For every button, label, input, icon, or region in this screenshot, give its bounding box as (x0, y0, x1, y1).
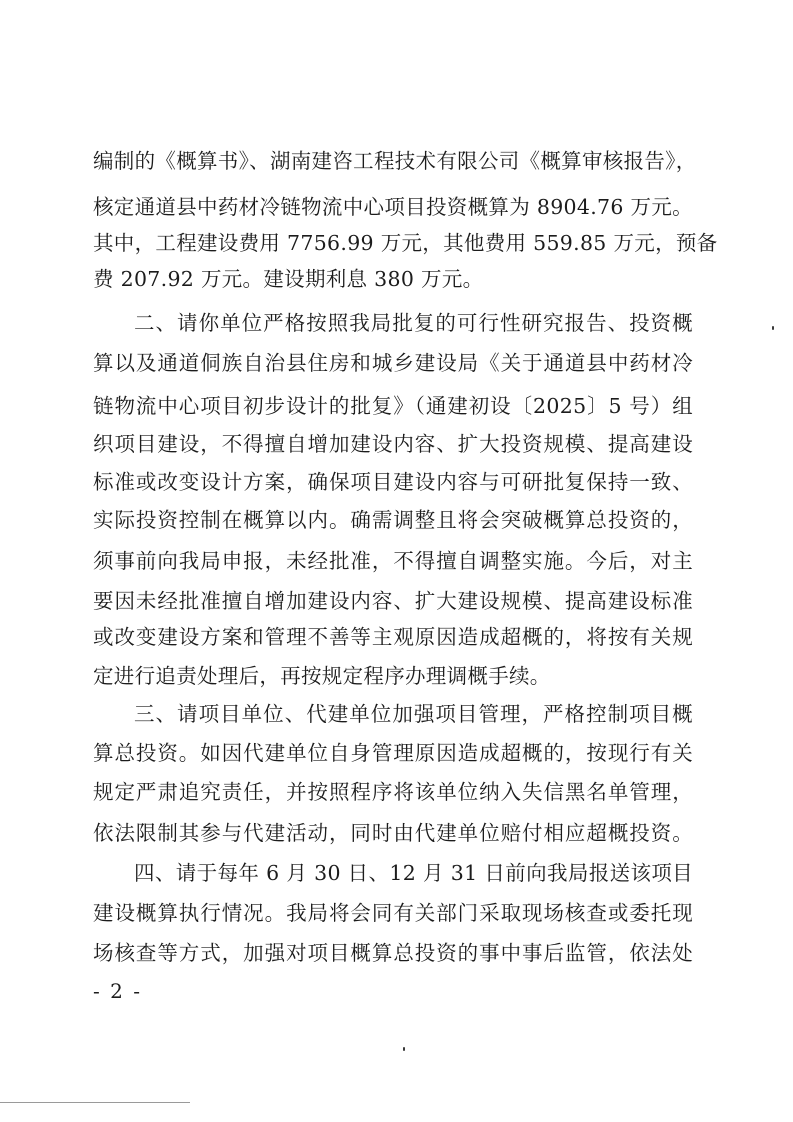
scan-speck (403, 1047, 405, 1051)
text-line: 费 207.92 万元。建设期利息 380 万元。 (93, 267, 484, 291)
text-line: 实际投资控制在概算以内。确需调整且将会突破概算总投资的， (93, 508, 693, 532)
paragraph-three-first-line: 三、请项目单位、代建单位加强项目管理，严格控制项目概 (134, 702, 693, 726)
text-line: 场核查等方式，加强对项目概算总投资的事中事后监管，依法处 (93, 941, 693, 965)
text-line: 要因未经批准擅自增加建设内容、扩大建设规模、提高建设标准 (93, 589, 693, 613)
text-line: 建设概算执行情况。我局将会同有关部门采取现场核查或委托现 (93, 901, 693, 925)
text-line: 织项目建设，不得擅自增加建设内容、扩大投资规模、提高建设 (93, 432, 693, 456)
text-line: 依法限制其参与代建活动，同时由代建单位赔付相应超概投资。 (93, 821, 693, 845)
scan-speck (772, 326, 774, 330)
text-line: 须事前向我局申报，未经批准，不得擅自调整实施。今后，对主 (93, 549, 693, 573)
page-number: - 2 - (93, 979, 142, 1003)
text-line: 核定通道县中药材冷链物流中心项目投资概算为 8904.76 万元。 (93, 195, 693, 219)
paragraph-four-first-line: 四、请于每年 6 月 30 日、12 月 31 日前向我局报送该项目 (134, 861, 693, 885)
text-line: 或改变建设方案和管理不善等主观原因造成超概的，将按有关规 (93, 625, 693, 649)
text-line: 规定严肃追究责任，并按照程序将该单位纳入失信黑名单管理， (93, 780, 693, 804)
text-line: 定进行追责处理后，再按规定程序办理调概手续。 (93, 664, 551, 688)
text-line: 标准或改变设计方案，确保项目建设内容与可研批复保持一致、 (93, 470, 693, 494)
paragraph-two-first-line: 二、请你单位严格按照我局批复的可行性研究报告、投资概 (134, 311, 693, 335)
text-line: 算以及通道侗族自治县住房和城乡建设局《关于通道县中药材冷 (93, 351, 693, 375)
text-line: 算总投资。如因代建单位自身管理原因造成超概的，按现行有关 (93, 741, 693, 765)
text-line: 其中，工程建设费用 7756.99 万元，其他费用 559.85 万元，预备 (93, 231, 718, 255)
text-line: 链物流中心项目初步设计的批复》（通建初设〔2025〕5 号）组 (93, 394, 693, 418)
scan-edge-line (0, 1102, 190, 1103)
text-line: 编制的《概算书》、湖南建咨工程技术有限公司《概算审核报告》， (93, 149, 697, 173)
